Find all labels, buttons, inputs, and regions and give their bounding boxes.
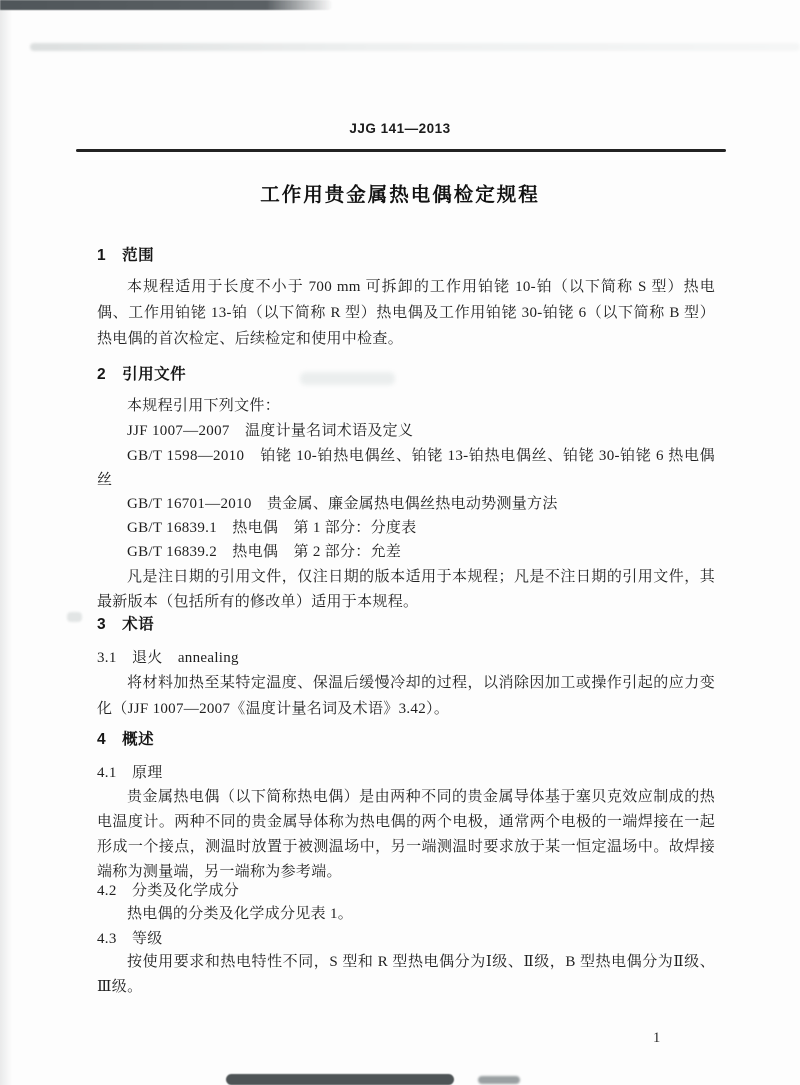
scan-artifact-bottom-bar bbox=[226, 1074, 454, 1085]
section-4-2-paragraph: 热电偶的分类及化学成分见表 1。 bbox=[127, 906, 354, 922]
scan-edge-shadow bbox=[0, 0, 12, 1085]
section-3-1-paragraph: 将材料加热至某特定温度、保温后缓慢冷却的过程，以消除因加工或操作引起的应力变化（JJF 1007—2007《温度计量名词及术语》3.42）。 bbox=[97, 675, 715, 717]
section-2-intro: 本规程引用下列文件： bbox=[127, 398, 281, 414]
section-3-heading: 3 术语 bbox=[97, 616, 155, 633]
section-2-note: 凡是注日期的引用文件，仅注日期的版本适用于本规程；凡是不注日期的引用文件，其最新版本（包括所有的修改单）适用于本规程。 bbox=[97, 569, 715, 610]
section-4-2-heading: 4.2 分类及化学成分 bbox=[97, 883, 240, 899]
section-4-3-paragraph: 按使用要求和热电特性不同，S 型和 R 型热电偶分为Ⅰ级、Ⅱ级，B 型热电偶分为Ⅱ级、Ⅲ级。 bbox=[97, 954, 715, 995]
page-number: 1 bbox=[653, 1030, 661, 1046]
section-4-heading: 4 概述 bbox=[97, 731, 155, 748]
header-rule bbox=[76, 149, 726, 152]
reference-item: GB/T 16839.1 热电偶 第 1 部分：分度表 bbox=[127, 520, 417, 536]
scan-artifact-bottom-blob bbox=[478, 1076, 520, 1084]
reference-item: GB/T 16839.2 热电偶 第 2 部分：允差 bbox=[127, 544, 402, 560]
section-1-heading: 1 范围 bbox=[97, 247, 155, 264]
section-4-1-heading: 4.1 原理 bbox=[97, 765, 163, 781]
reference-item: JJF 1007—2007 温度计量名词术语及定义 bbox=[127, 423, 414, 439]
document-title: 工作用贵金属热电偶检定规程 bbox=[260, 184, 540, 206]
reference-item: GB/T 16701—2010 贵金属、廉金属热电偶丝热电动势测量方法 bbox=[127, 496, 558, 512]
section-1-paragraph: 本规程适用于长度不小于 700 mm 可拆卸的工作用铂铑 10-铂（以下简称 S 型）热电偶、工作用铂铑 13-铂（以下简称 R 型）热电偶及工作用铂铑 30-铂铑 6（以下简称 B 型）热电偶的首次检定、后续检定和使用中检查。 bbox=[97, 279, 715, 347]
section-4-3-heading: 4.3 等级 bbox=[97, 931, 163, 947]
section-2-heading: 2 引用文件 bbox=[97, 366, 187, 383]
scan-artifact-band bbox=[30, 43, 800, 51]
scan-artifact-top-bar bbox=[0, 0, 333, 10]
section-3-1-heading: 3.1 退火 annealing bbox=[97, 650, 239, 666]
scan-artifact-margin-mark bbox=[67, 612, 82, 622]
reference-item: GB/T 1598—2010 铂铑 10-铂热电偶丝、铂铑 13-铂热电偶丝、铂铑 30-铂铑 6 热电偶丝 bbox=[97, 448, 715, 488]
section-4-1-paragraph: 贵金属热电偶（以下简称热电偶）是由两种不同的贵金属导体基于塞贝克效应制成的热电温度计。两种不同的贵金属导体称为热电偶的两个电极，通常两个电极的一端焊接在一起形成一个接点，测温时放置于被测温场中，另一端测温时要求放于某一恒定温场中。故焊接端称为测量端，另一端称为参考端。 bbox=[97, 789, 715, 880]
standard-code: JJG 141—2013 bbox=[349, 121, 451, 136]
